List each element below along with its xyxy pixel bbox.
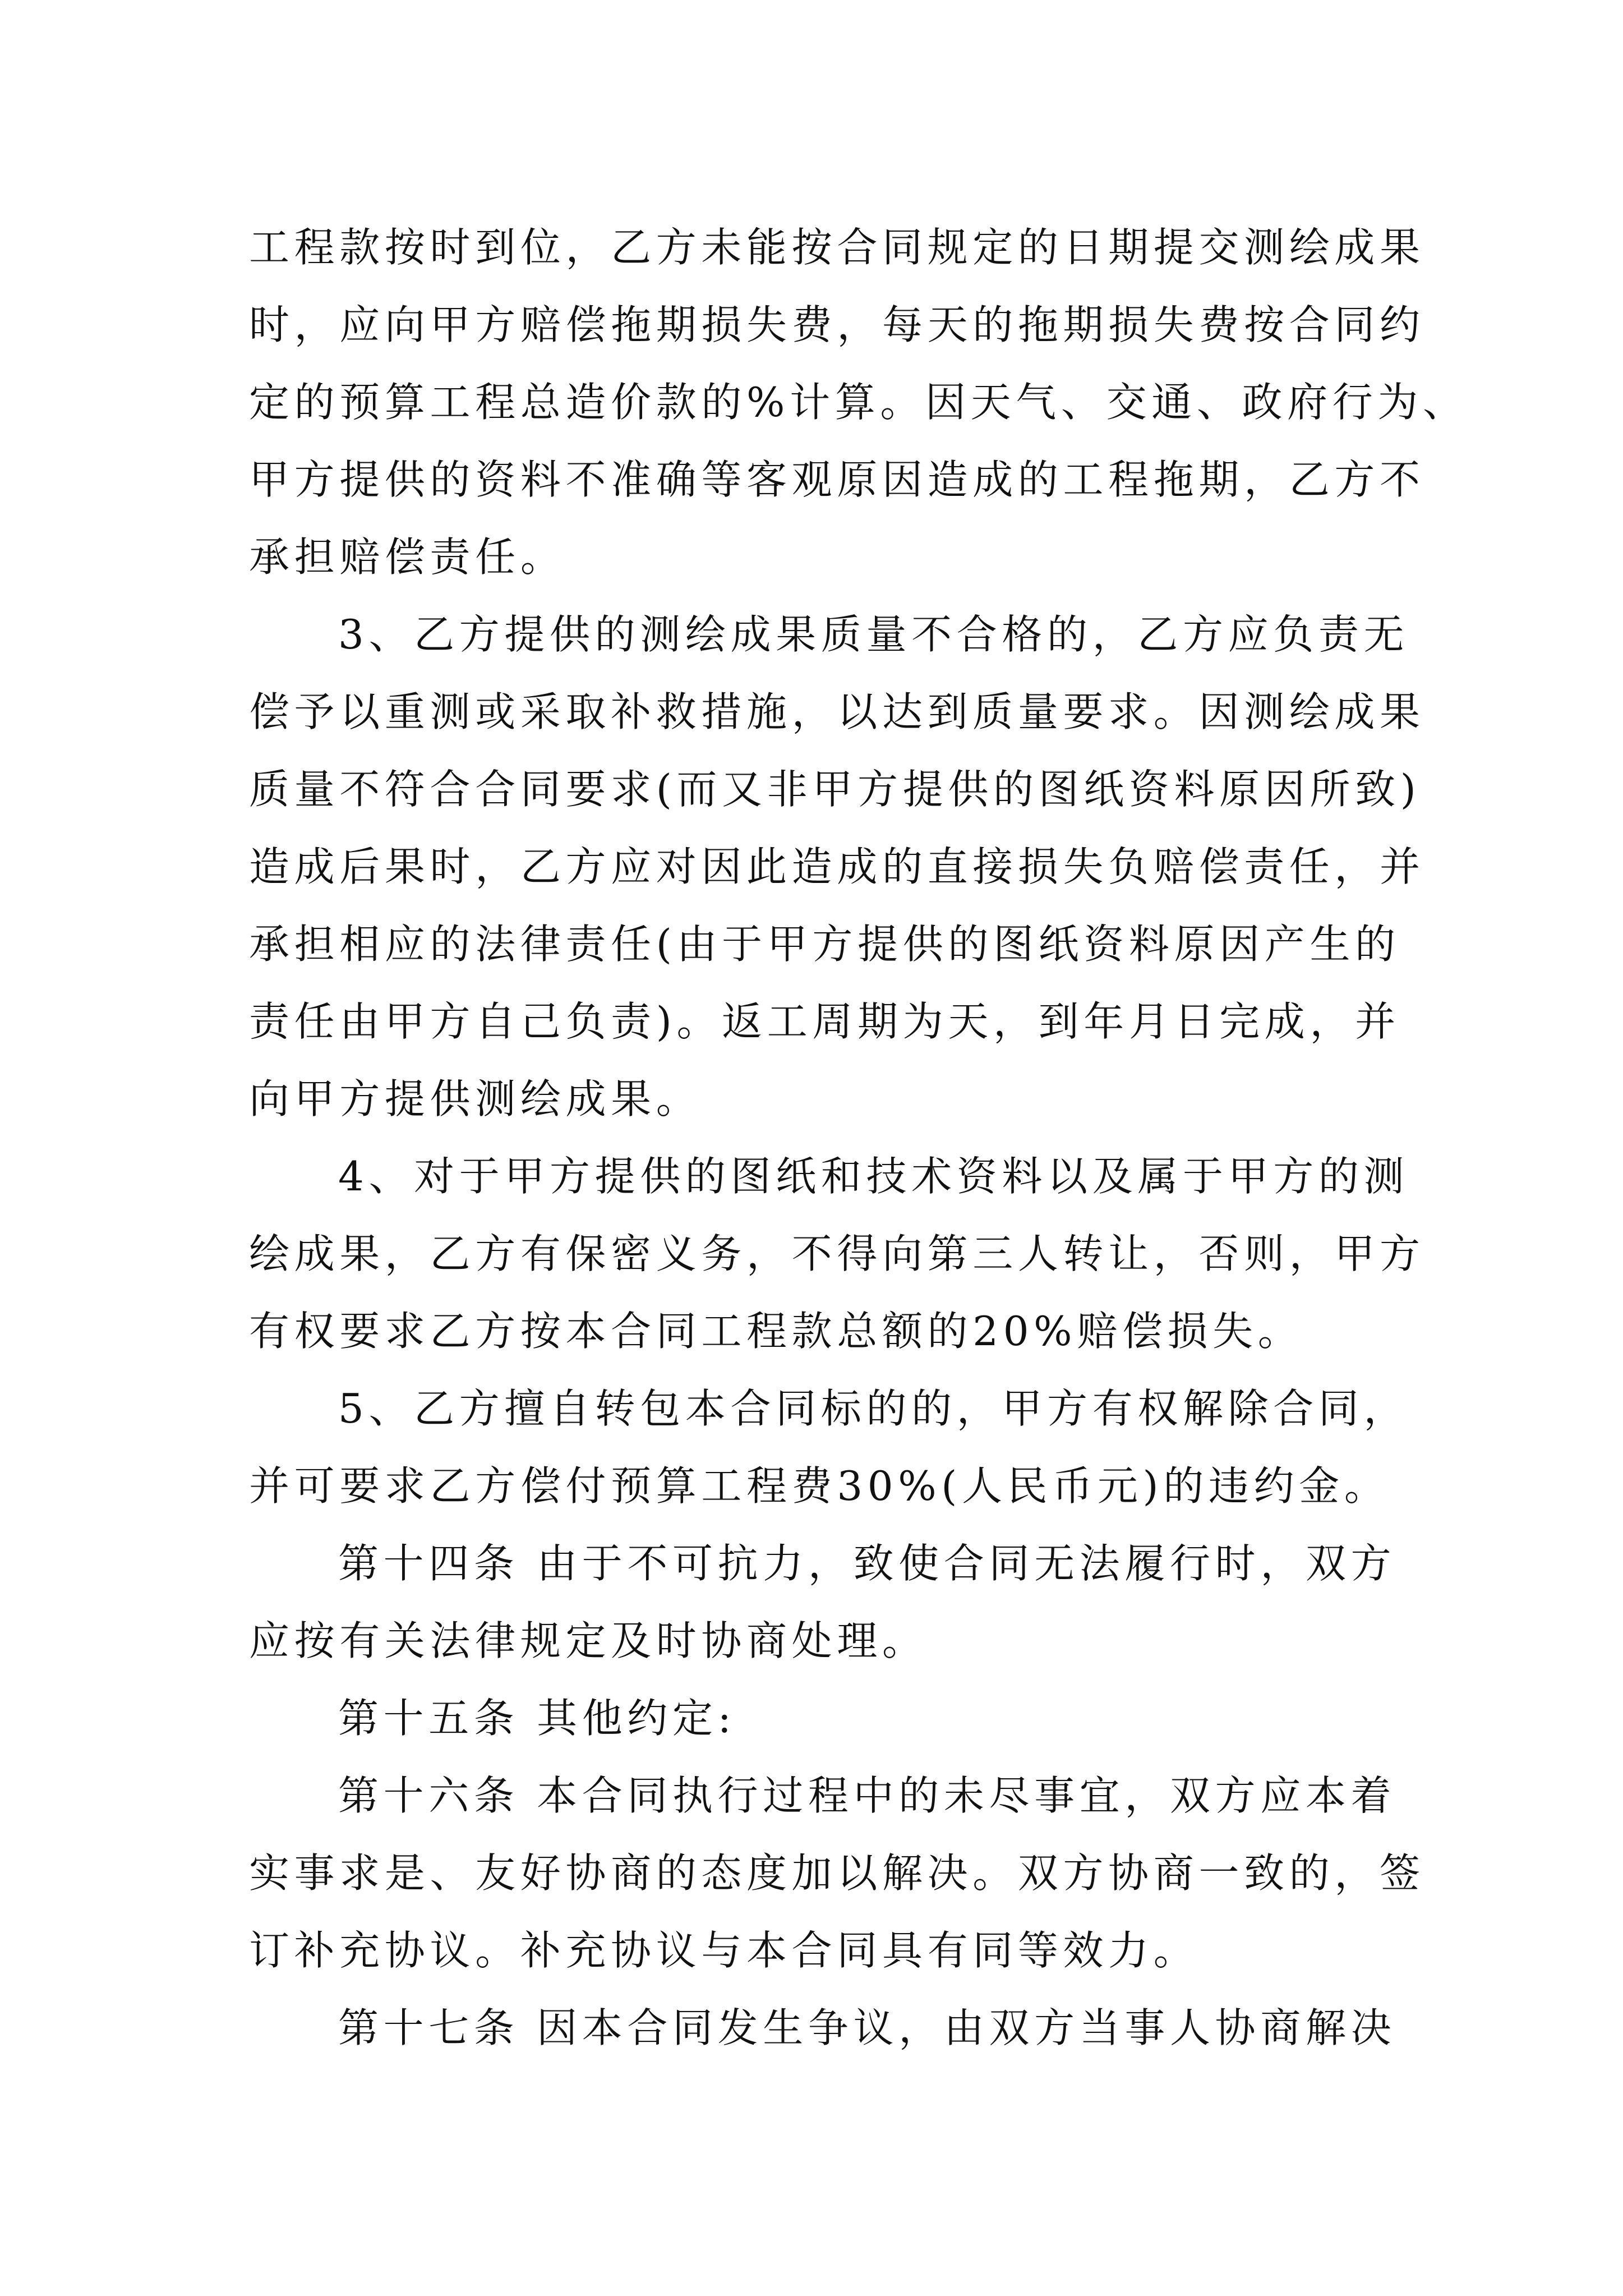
text-line: 责任由甲方自己负责)。返工周期为天，到年月日完成，并 [249,998,1400,1045]
contract-text-body [249,209,1468,2067]
text-line: 偿予以重测或采取补救措施，以达到质量要求。因测绘成果 [249,688,1425,735]
text-line: 工程款按时到位，乙方未能按合同规定的日期提交测绘成果 [249,224,1425,271]
text-line: 订补充协议。补充协议与本合同具有同等效力。 [249,1927,1199,1974]
text-line: 定的预算工程总造价款的%计算。因天气、交通、政府行为、 [249,379,1468,426]
text-line: 承担赔偿责任。 [249,533,566,581]
text-line: 时，应向甲方赔偿拖期损失费，每天的拖期损失费按合同约 [249,301,1425,348]
paragraph-start-line: 4、对于甲方提供的图纸和技术资料以及属于甲方的测 [338,1153,1409,1200]
article-14-heading-line: 第十四条 由于不可抗力，致使合同无法履行时，双方 [338,1540,1396,1587]
paragraph-start-line: 3、乙方提供的测绘成果质量不合格的，乙方应负责无 [338,611,1409,658]
text-line: 并可要求乙方偿付预算工程费30%(人民币元)的违约金。 [249,1462,1390,1510]
text-line: 应按有关法律规定及时协商处理。 [249,1617,928,1664]
text-line: 实事求是、友好协商的态度加以解决。双方协商一致的，签 [249,1849,1425,1897]
article-17-heading-line: 第十七条 因本合同发生争议，由双方当事人协商解决 [338,2004,1396,2051]
text-line: 造成后果时，乙方应对因此造成的直接损失负赔偿责任，并 [249,843,1425,890]
text-line: 承担相应的法律责任(由于甲方提供的图纸资料原因产生的 [249,921,1400,968]
text-line: 绘成果，乙方有保密义务，不得向第三人转让，否则，甲方 [249,1230,1425,1277]
article-16-heading-line: 第十六条 本合同执行过程中的未尽事宜，双方应本着 [338,1772,1396,1819]
text-line: 向甲方提供测绘成果。 [249,1075,702,1122]
text-line: 甲方提供的资料不准确等客观原因造成的工程拖期，乙方不 [249,456,1425,503]
article-15-heading-line: 第十五条 其他约定: [338,1695,736,1742]
paragraph-start-line: 5、乙方擅自转包本合同标的的，甲方有权解除合同， [338,1385,1409,1432]
text-line: 质量不符合合同要求(而又非甲方提供的图纸资料原因所致) [249,766,1421,813]
text-line: 有权要求乙方按本合同工程款总额的20%赔偿损失。 [249,1308,1303,1355]
